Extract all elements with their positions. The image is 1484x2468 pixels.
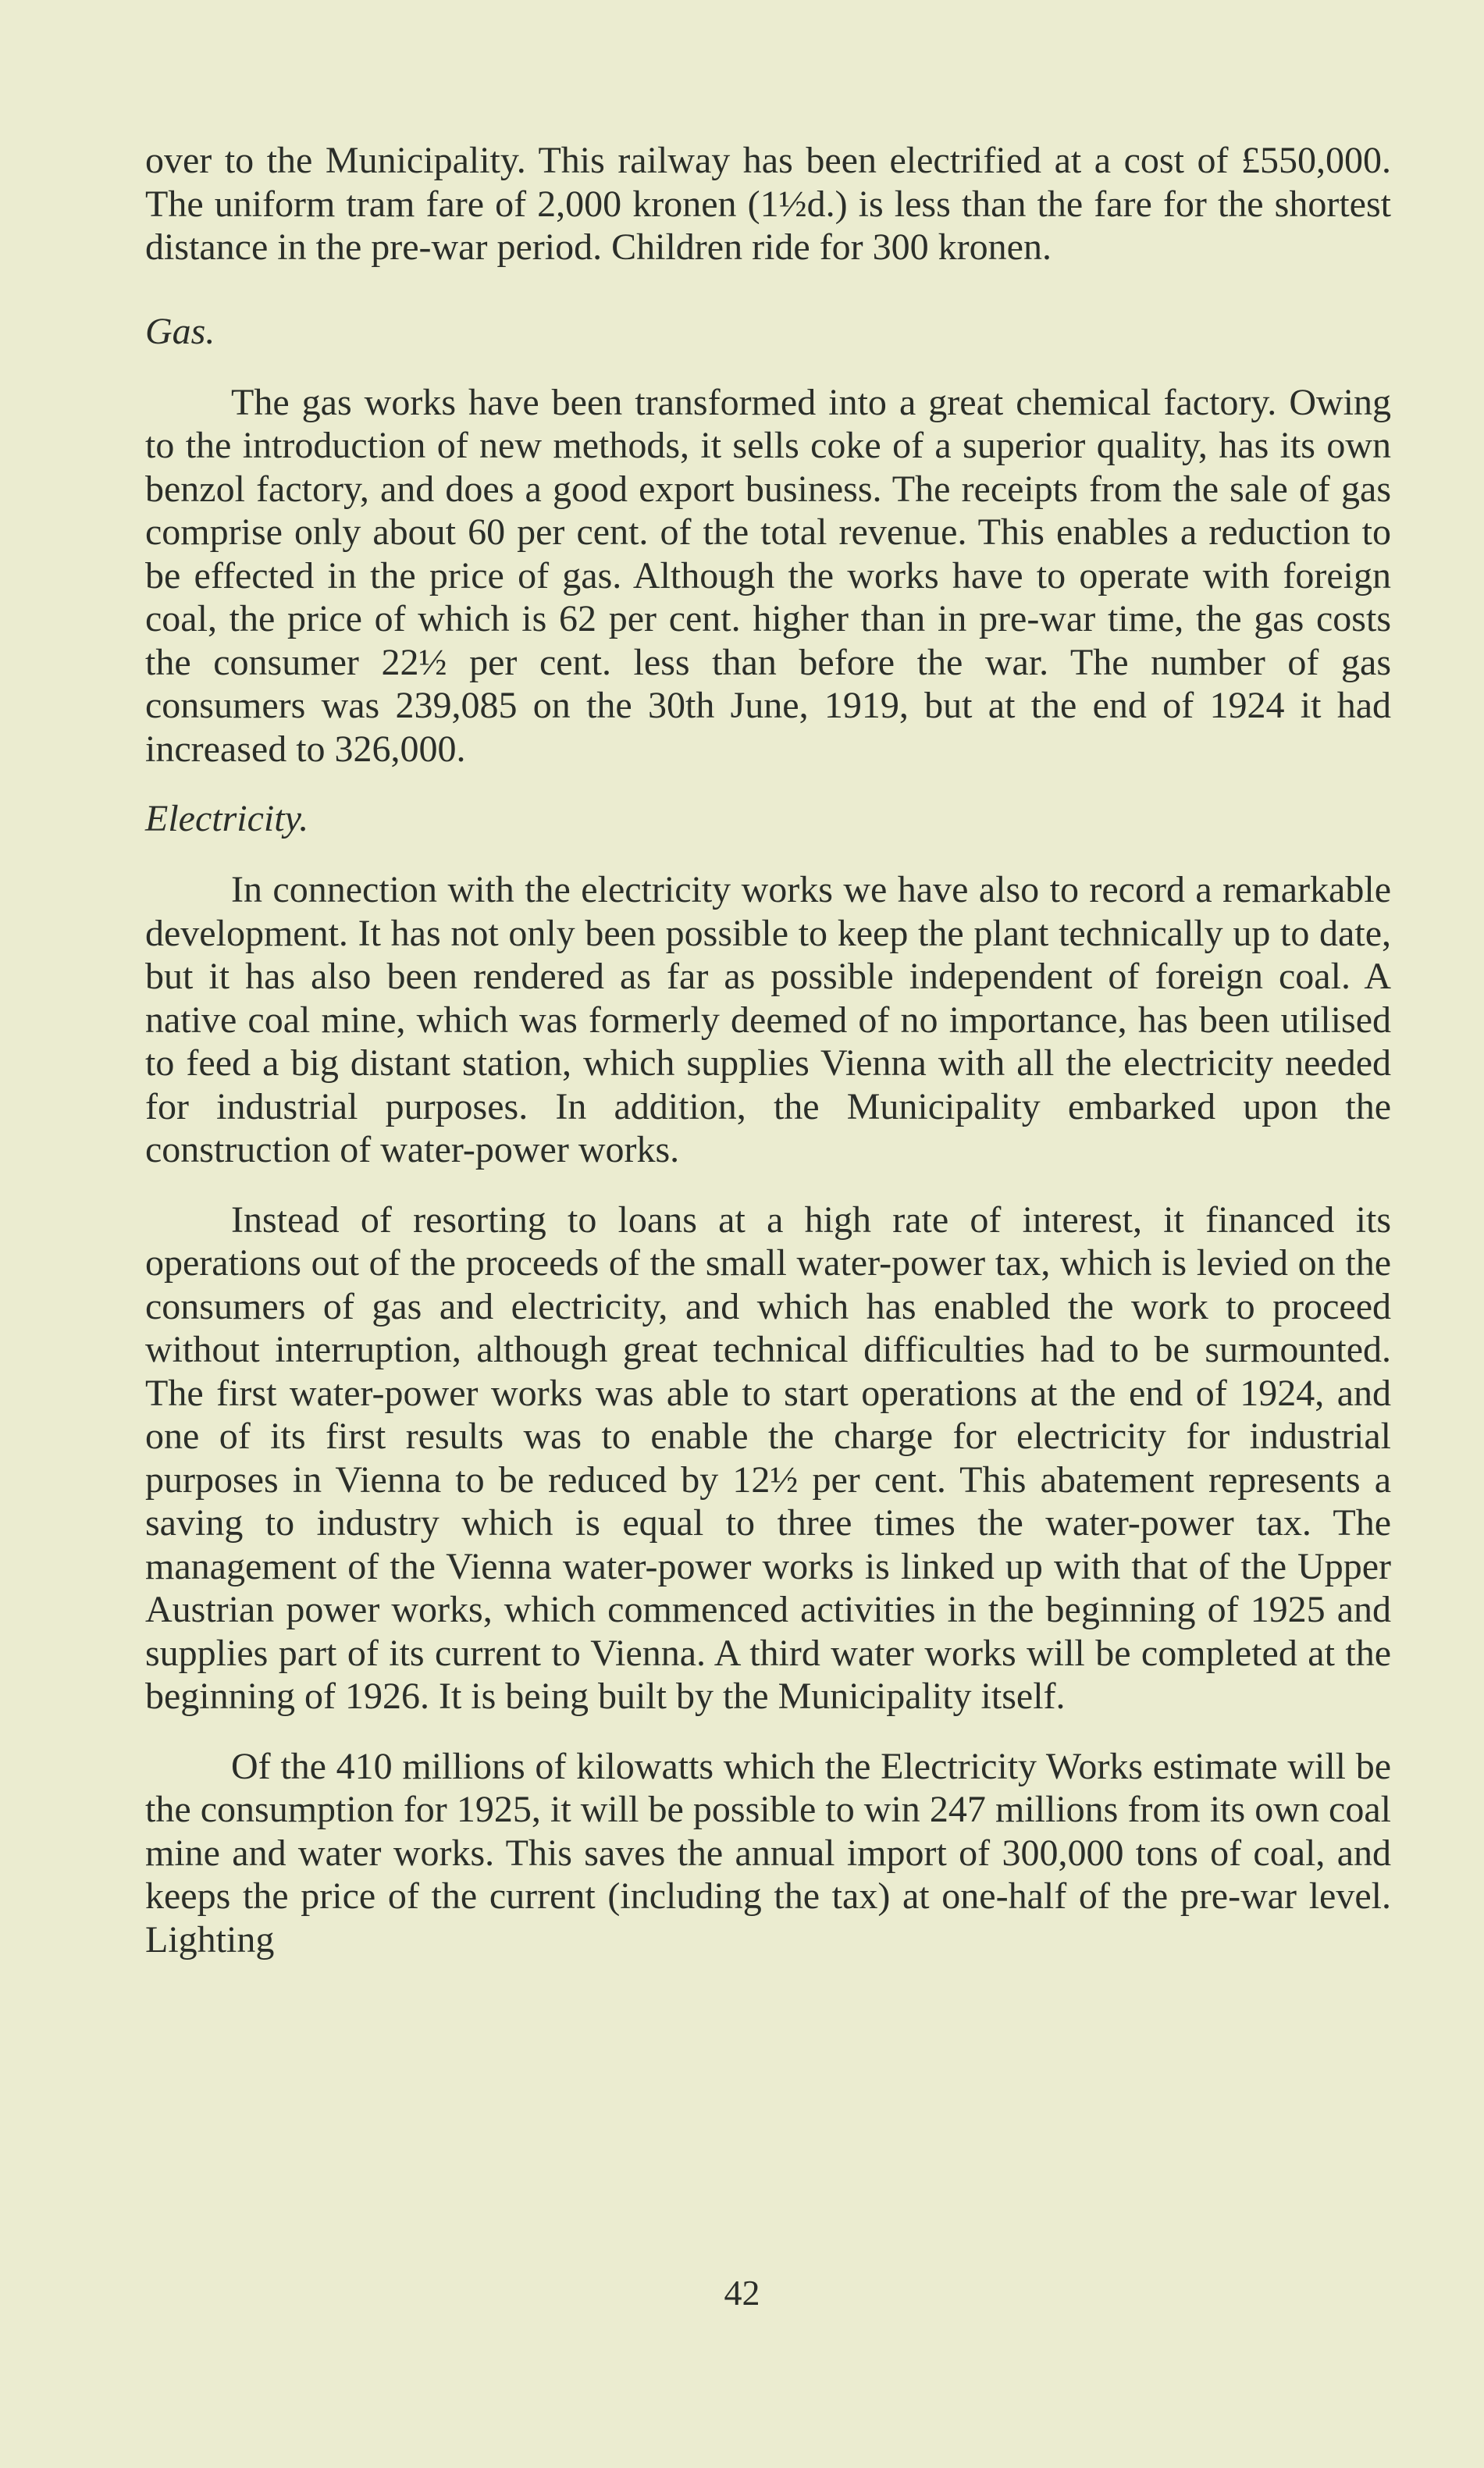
paragraph-railway: over to the Municipality. This railway has been electrified at a cost of £550,000. The uniform tram fare of 2,000 kronen (1½d.) is less than the fare for the shortest distance in the pre-war period. Children ride for 300 kronen.	[145, 140, 1391, 268]
page-body	[145, 139, 1391, 1961]
paragraph-electricity-1: In connection with the electricity works we have also to record a remarkable development. It has not only been possible to keep the plant technically up to date, but it has also been rendered as far as possible independent of foreign coal. A native coal mine, which was formerly deemed of no importance, has been utilised to feed a big distant station, which supplies Vienna with all the electricity needed for industrial purposes. In addition, the Municipality embarked upon the construction of water-power works.	[145, 869, 1391, 1170]
paragraph-gas: The gas works have been transformed into a great chemical factory. Owing to the introduction of new methods, it sells coke of a superior quality, has its own benzol factory, and does a good export business. The receipts from the sale of gas comprise only about 60 per cent. of the total revenue. This enables a reduction to be effected in the price of gas. Although the works have to operate with foreign coal, the price of which is 62 per cent. higher than in pre-war time, the gas costs the consumer 22½ per cent. less than before the war. The number of gas consumers was 239,085 on the 30th June, 1919, but at the end of 1924 it had increased to 326,000.	[145, 381, 1391, 770]
section-heading-electricity: Electricity.	[145, 798, 309, 839]
paragraph-electricity-3: Of the 410 millions of kilowatts which the Electricity Works estimate will be the consumption for 1925, it will be possible to win 247 millions from its own coal mine and water works. This saves the annual import of 300,000 tons of coal, and keeps the price of the current (including the tax) at one-half of the pre-war level. Lighting	[145, 1745, 1391, 1961]
paragraph-electricity-2: Instead of resorting to loans at a high rate of interest, it financed its operations out of the proceeds of the small water-power tax, which is levied on the consumers of gas and electricity, and which has enabled the work to proceed without interruption, although great technical difficulties had to be surmounted. The first water-power works was able to start operations at the end of 1924, and one of its first results was to enable the charge for electricity for industrial purposes in Vienna to be reduced by 12½ per cent. This abatement represents a saving to industry which is equal to three times the water-power tax. The management of the Vienna water-power works is linked up with that of the Upper Austrian power works, which commenced activities in the beginning of 1925 and supplies part of its current to Vienna. A third water works will be completed at the beginning of 1926. It is being built by the Municipality itself.	[145, 1198, 1391, 1717]
section-heading-gas: Gas.	[145, 310, 215, 352]
page-number: 42	[724, 2273, 760, 2313]
